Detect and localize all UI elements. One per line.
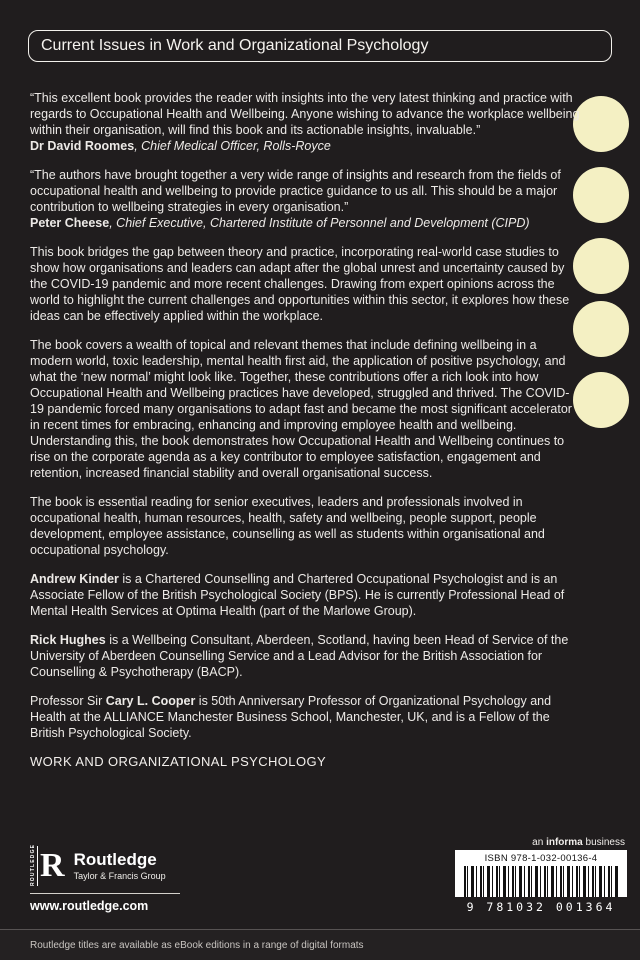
endorsement-quote-2: [30, 167, 582, 231]
description-paragraph-1: This book bridges the gap between theory and practice, incorporating real-world case studies to show how organisations and leaders can adapt after the global unrest and uncertainty caused by the COVID-19 pandemic and more recent challenges. Drawing from expert opinions across the world to highlight the current challenges and opportunities within this sector, it explores how these ideas can be effectively applied within the workplace.: [30, 245, 570, 323]
isbn-digits: 9 781032 001364: [466, 900, 616, 914]
publisher-website: www.routledge.com: [30, 899, 149, 913]
author-name: Cary L. Cooper: [105, 694, 196, 708]
quote-text: “The authors have brought together a very wide range of insights and research from the fields of occupational health and wellbeing to provide practice guidance to us all. This should be a major contribution to wellbeing strategies in every organisation.”: [30, 168, 561, 214]
bio-prefix: Professor Sir: [30, 694, 106, 708]
author-bio-3: [30, 693, 582, 741]
quote-text: “This excellent book provides the reader with insights into the very latest thinking and practice with regards to Occupational Health and Wellbeing. Anyone wishing to advance the workplace wellbeing within their organisation, will find this book and its actionable insights, invaluable.”: [30, 91, 580, 137]
footer-strip: [0, 929, 640, 960]
quote-author: Dr David Roomes: [30, 139, 135, 153]
bio-text: is 50th Anniversary Professor of Organizational Psychology and Health at the ALLIANCE Manchester Business School, Manchester, UK, and is a Fellow of the British Psychological Society.: [30, 694, 552, 740]
isbn-label: ISBN 978-1-032-00136-4: [484, 853, 598, 864]
isbn-barcode: [455, 850, 627, 914]
author-bio-2: [30, 632, 582, 680]
description-paragraph-3: The book is essential reading for senior executives, leaders and professionals involved in occupational health, human resources, health, safety and wellbeing, people support, people development, employee assistance, counselling as well as students within organisational and occupational psychology.: [30, 495, 545, 557]
series-title: Current Issues in Work and Organizational Psychology: [41, 37, 429, 54]
quote-author-role: , Chief Medical Officer, Rolls-Royce: [134, 139, 331, 153]
barcode-bars-icon: [464, 866, 618, 897]
description-paragraph-2: The book covers a wealth of topical and relevant themes that include defining wellbeing in a modern world, toxic leadership, mental health first aid, the application of positive psychology, and what the ‘new normal’ might look like. Together, these contributions offer a rich look into how Occupational Health and Wellbeing practices have developed, struggled and thrived. The COVID-19 pandemic forced many organisations to adapt fast and became the most significant accelerator in recent times for embracing, enhancing and improving employee health and wellbeing. Understanding this, the book demonstrates how Occupational Health and Wellbeing continues to rise on the corporate agenda as a key contributor to employee satisfaction, engagement and retention, increased financial stability and overall organisational success.: [30, 338, 572, 480]
barcode-box: [455, 850, 627, 897]
divider-line: [30, 893, 180, 894]
ebook-availability-note: Routledge titles are available as eBook editions in a range of digital formats: [30, 939, 364, 951]
routledge-logo: [30, 843, 65, 886]
informa-post: business: [582, 837, 625, 848]
quote-author-role: , Chief Executive, Chartered Institute of Personnel and Development (CIPD): [109, 216, 530, 230]
informa-pre: an: [532, 837, 547, 848]
informa-business-label: [532, 837, 625, 848]
series-title-banner: [28, 30, 612, 62]
author-bio-1: [30, 571, 582, 619]
quote-author: Peter Cheese: [30, 216, 110, 230]
back-cover-text: [30, 90, 582, 783]
bio-text: is a Chartered Counselling and Chartered Occupational Psychologist and is an Associate Fellow of the British Psychological Society (BPS). He is currently Professional Head of Mental Health Services at Optima Health (part of the Marlowe Group).: [30, 572, 565, 618]
publisher-name: Routledge: [73, 849, 157, 869]
bio-text: is a Wellbeing Consultant, Aberdeen, Scotland, having been Head of Service of the University of Aberdeen Counselling Service and a Lead Advisor for the British Association for Counselling & Psychotherapy (BACP).: [30, 633, 569, 679]
author-name: Rick Hughes: [30, 633, 106, 647]
publisher-tagline: Taylor & Francis Group: [73, 871, 166, 882]
subject-category: WORK AND ORGANIZATIONAL PSYCHOLOGY: [30, 754, 327, 769]
publisher-block: [30, 843, 166, 886]
author-name: Andrew Kinder: [30, 572, 119, 586]
endorsement-quote-1: [30, 90, 582, 154]
routledge-logo-letter: R: [40, 847, 65, 884]
routledge-logo-vertical-text: ROUTLEDGE: [30, 843, 36, 886]
informa-brand: informa: [546, 837, 583, 848]
publisher-names: [74, 851, 166, 882]
